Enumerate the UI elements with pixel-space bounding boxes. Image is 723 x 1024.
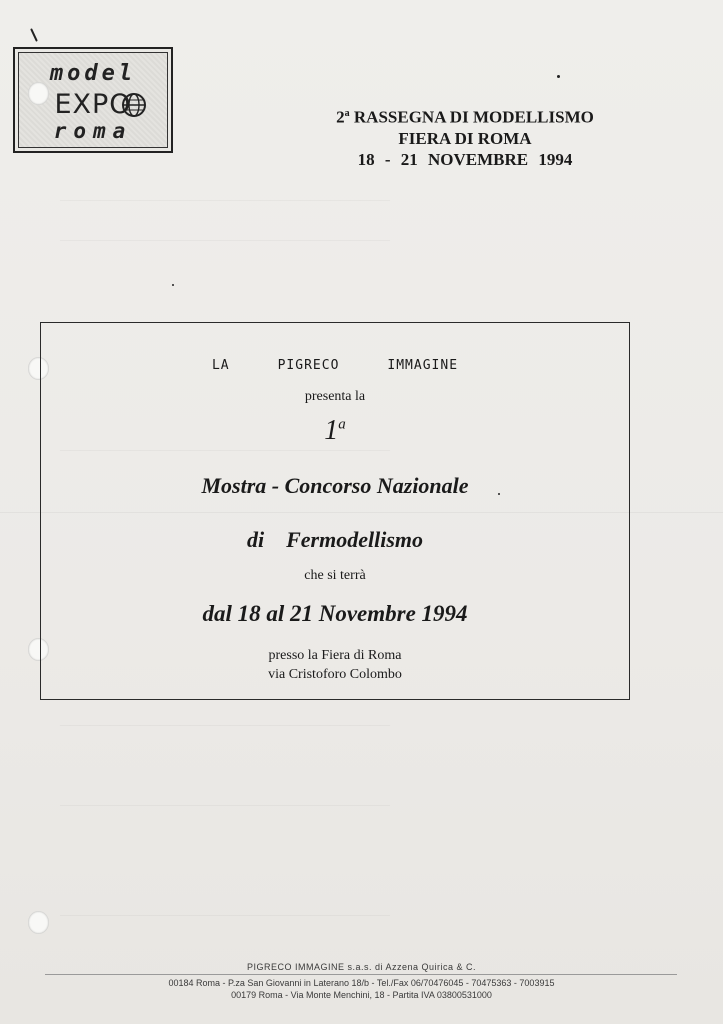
venue-line-2: via Cristoforo Colombo: [268, 667, 402, 682]
announcement-box: [40, 322, 630, 700]
ink-speck: [172, 284, 174, 286]
event-title-line-2: di Fermodellismo: [246, 527, 423, 552]
event-header: [300, 103, 630, 170]
footer-address-1: 00184 Roma - P.za San Giovanni in Laterano 18/b - Tel./Fax 06/70476045 - 70475363 - 7003915: [168, 978, 555, 988]
bleed-through-text: —————————————————————————————————: [60, 720, 390, 731]
header-line-1: 2$^a$ RASSEGNA DI MODELLISMO: [336, 107, 594, 127]
bleed-through-text: —————————————————————————————————: [60, 195, 390, 206]
globe-icon: [121, 92, 147, 118]
logo-text-model: model: [49, 61, 137, 86]
organizer-name: LA PIGRECO IMMAGINE: [211, 358, 459, 373]
bleed-through-text: —————————————————————————————————: [60, 235, 390, 246]
bleed-through-text: —————————————————————————————————: [60, 800, 390, 811]
header-line-2: FIERA DI ROMA: [398, 128, 532, 148]
will-be-held-text: che si terrà: [304, 568, 366, 583]
ink-speck: [498, 493, 500, 495]
punch-hole: [28, 82, 49, 105]
bleed-through-text: —————————————————————————————————: [60, 910, 390, 921]
ink-mark: [30, 28, 38, 42]
edition-number: 1$^a$: [324, 415, 346, 446]
footer-company: PIGRECO IMMAGINE s.a.s. di Azzena Quirica & C.: [246, 962, 477, 972]
footer-address-2: 00179 Roma - Via Monte Menchini, 18 - Partita IVA 03800531000: [231, 990, 492, 1000]
logo-text-roma: roma: [53, 119, 133, 143]
bleed-through-text: —————————————————————————————————: [60, 445, 390, 456]
presents-text: presenta la: [304, 389, 366, 404]
ink-speck: [557, 75, 560, 78]
footer-divider: [45, 974, 677, 975]
event-dates: dal 18 al 21 Novembre 1994: [202, 601, 468, 626]
punch-hole: [28, 911, 49, 934]
event-title-line-1: Mostra - Concorso Nazionale: [201, 473, 469, 498]
header-line-3: 18 - 21 NOVEMBRE 1994: [357, 149, 573, 169]
venue-line-1: presso la Fiera di Roma: [268, 648, 402, 663]
logo-text-expo: EXPO: [54, 89, 132, 120]
